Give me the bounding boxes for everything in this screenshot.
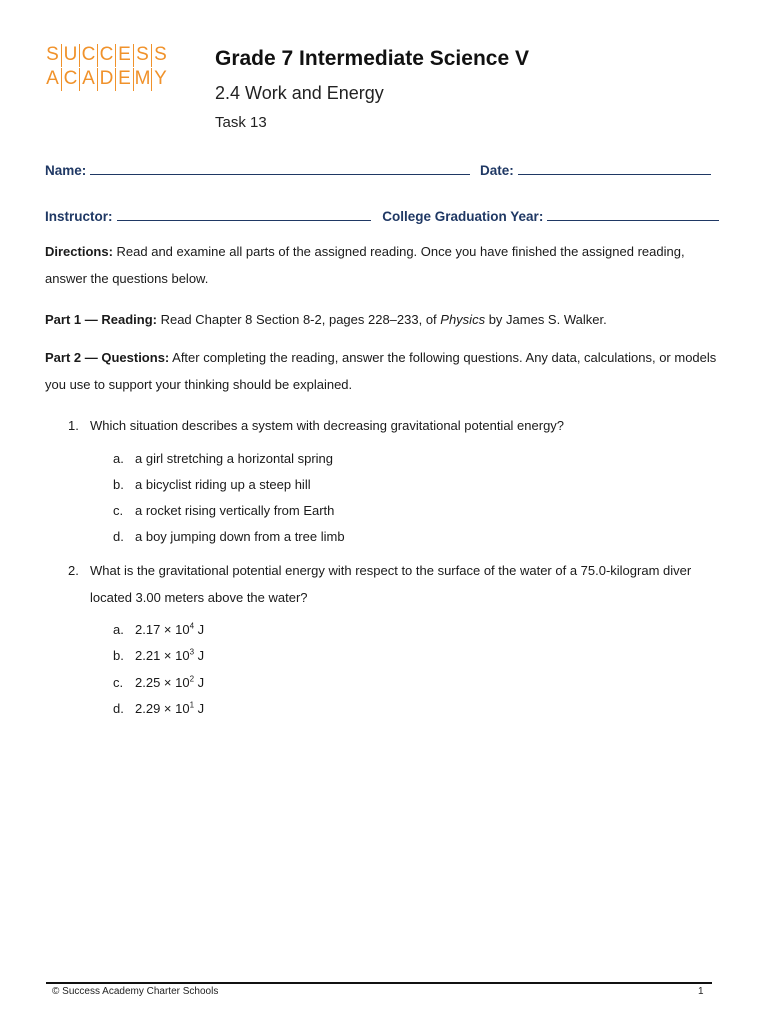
- footer-divider: [46, 982, 712, 984]
- option-1c: [113, 503, 334, 519]
- logo-letter: S: [151, 44, 169, 67]
- part2-text: After completing the reading, answer the following questions. Any data, calculations, or models you use to support your thinking should be explained.: [45, 350, 717, 392]
- option-base: 2.21 × 10: [135, 648, 190, 663]
- option-1d: [113, 529, 345, 545]
- option-letter: d.: [113, 529, 124, 544]
- question-text: What is the gravitational potential energy with respect to the surface of the water of a 75.0-kilogram diver located 3.00 meters above the water?: [90, 563, 692, 605]
- name-field[interactable]: [90, 162, 470, 175]
- logo-letter: S: [46, 44, 59, 65]
- option-exponent: 2: [189, 674, 195, 684]
- logo-letter: Y: [151, 68, 169, 91]
- logo-row-success: [44, 44, 169, 67]
- option-exponent: 1: [189, 700, 195, 710]
- logo-letter: E: [115, 68, 133, 91]
- option-text: a girl stretching a horizontal spring: [135, 451, 333, 466]
- question-number: 2.: [68, 563, 79, 578]
- option-2d: [113, 701, 204, 717]
- instructor-field[interactable]: [117, 208, 371, 221]
- grad-year-field[interactable]: [547, 208, 719, 221]
- option-letter: c.: [113, 675, 124, 690]
- date-label: Date:: [480, 163, 514, 178]
- option-base: 2.29 × 10: [135, 701, 190, 716]
- logo-letter: C: [79, 44, 97, 67]
- logo-letter: D: [97, 68, 115, 91]
- option-letter: d.: [113, 701, 124, 716]
- option-letter: c.: [113, 503, 124, 518]
- page-number: 1: [698, 986, 704, 997]
- option-1a: [113, 451, 333, 467]
- grad-year-label: College Graduation Year:: [382, 209, 544, 224]
- option-unit: J: [194, 648, 205, 663]
- instructor-row: [45, 208, 719, 224]
- question-number: 1.: [68, 418, 79, 433]
- option-2c: [113, 675, 204, 691]
- instructor-label: Instructor:: [45, 209, 113, 224]
- option-text: a boy jumping down from a tree limb: [135, 529, 345, 544]
- option-base: 2.17 × 10: [135, 622, 190, 637]
- part1-text-after: by James S. Walker.: [485, 312, 607, 327]
- option-text: a rocket rising vertically from Earth: [135, 503, 335, 518]
- logo: [44, 44, 169, 91]
- option-base: 2.25 × 10: [135, 675, 190, 690]
- page-title: Grade 7 Intermediate Science V: [215, 47, 529, 70]
- option-2b: [113, 648, 204, 664]
- logo-letter: C: [97, 44, 115, 67]
- logo-letter: A: [79, 68, 97, 91]
- option-unit: J: [194, 675, 205, 690]
- option-exponent: 4: [189, 621, 195, 631]
- part1: [45, 306, 725, 333]
- part1-text-before: Read Chapter 8 Section 8-2, pages 228–233, of: [156, 312, 441, 327]
- option-1b: [113, 477, 311, 493]
- option-unit: J: [194, 622, 205, 637]
- name-date-row: [45, 162, 711, 178]
- logo-letter: E: [115, 44, 133, 67]
- directions-text: Read and examine all parts of the assigned reading. Once you have finished the assigned reading, answer the questions below.: [45, 244, 685, 286]
- option-letter: b.: [113, 477, 124, 492]
- part2-label: Part 2 — Questions:: [45, 350, 170, 365]
- logo-letter: S: [133, 44, 151, 67]
- logo-letter: C: [61, 68, 79, 91]
- part1-label: Part 1 — Reading:: [45, 312, 157, 327]
- option-text: a bicyclist riding up a steep hill: [135, 477, 311, 492]
- logo-letter: A: [46, 68, 59, 89]
- option-letter: b.: [113, 648, 124, 663]
- logo-letter: M: [134, 68, 151, 89]
- footer-copyright: © Success Academy Charter Schools: [52, 986, 219, 997]
- logo-row-academy: [44, 68, 169, 91]
- task-label: Task 13: [215, 114, 267, 131]
- option-letter: a.: [113, 451, 124, 466]
- page-subtitle: 2.4 Work and Energy: [215, 83, 384, 103]
- question-text: Which situation describes a system with decreasing gravitational potential energy?: [90, 418, 565, 433]
- directions-label: Directions:: [45, 244, 113, 259]
- directions: [45, 238, 725, 292]
- date-field[interactable]: [518, 162, 711, 175]
- book-title: Physics: [440, 312, 486, 327]
- part2: [45, 344, 725, 398]
- option-letter: a.: [113, 622, 124, 637]
- option-2a: [113, 622, 204, 638]
- option-exponent: 3: [189, 647, 195, 657]
- logo-letter: U: [61, 44, 79, 67]
- name-label: Name:: [45, 163, 87, 178]
- option-unit: J: [194, 701, 205, 716]
